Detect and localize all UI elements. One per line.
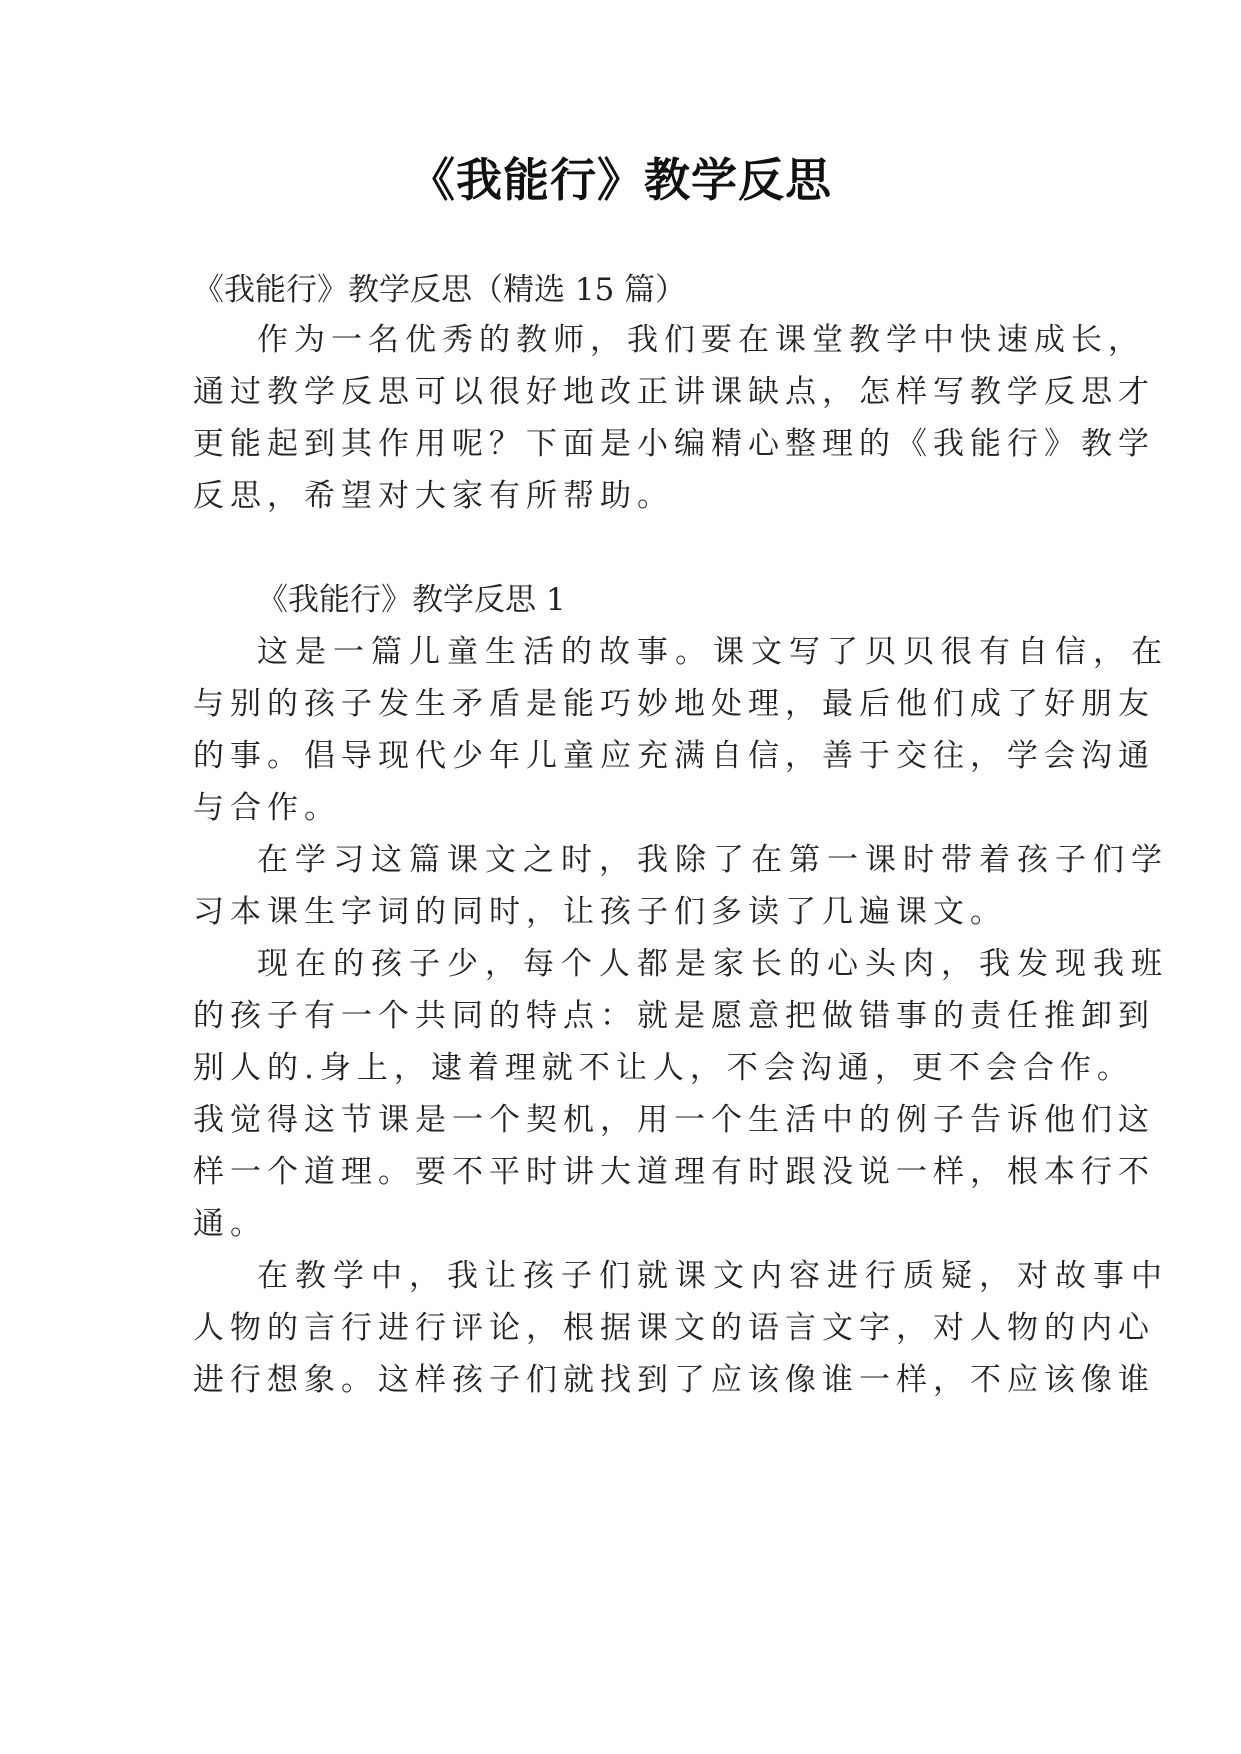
body-line: 我觉得这节课是一个契机，用一个生活中的例子告诉他们这 <box>193 1102 1155 1138</box>
document-title: 《我能行》教学反思 <box>409 153 832 207</box>
body-line: 在学习这篇课文之时，我除了在第一课时带着孩子们学 <box>257 842 1169 878</box>
body-line: 别人的.身上，逮着理就不让人，不会沟通，更不会合作。 <box>193 1050 1134 1086</box>
body-line: 通。 <box>193 1206 267 1242</box>
document-subtitle: 《我能行》教学反思（精选 15 篇） <box>193 272 687 308</box>
body-line: 的事。倡导现代少年儿童应充满自信，善于交往，学会沟通 <box>193 738 1155 774</box>
intro-line: 更能起到其作用呢？下面是小编精心整理的《我能行》教学 <box>193 426 1155 462</box>
body-line: 进行想象。这样孩子们就找到了应该像谁一样，不应该像谁 <box>193 1362 1155 1398</box>
body-line: 在教学中，我让孩子们就课文内容进行质疑，对故事中 <box>257 1258 1169 1294</box>
body-line: 的孩子有一个共同的特点：就是愿意把做错事的责任推卸到 <box>193 998 1155 1034</box>
section-heading: 《我能行》教学反思 1 <box>257 582 566 618</box>
intro-line: 作为一名优秀的教师，我们要在课堂教学中快速成长， <box>257 322 1145 358</box>
body-line: 样一个道理。要不平时讲大道理有时跟没说一样，根本行不 <box>193 1154 1155 1190</box>
intro-line: 通过教学反思可以很好地改正讲课缺点，怎样写教学反思才 <box>193 374 1155 410</box>
body-line: 习本课生字词的同时，让孩子们多读了几遍课文。 <box>193 894 1007 930</box>
body-line: 人物的言行进行评论，根据课文的语言文字，对人物的内心 <box>193 1310 1155 1346</box>
body-line: 与别的孩子发生矛盾是能巧妙地处理，最后他们成了好朋友 <box>193 686 1155 722</box>
body-line: 与合作。 <box>193 790 341 826</box>
body-line: 现在的孩子少，每个人都是家长的心头肉，我发现我班 <box>257 946 1169 982</box>
body-line: 这是一篇儿童生活的故事。课文写了贝贝很有自信，在 <box>257 634 1169 670</box>
intro-line: 反思，希望对大家有所帮助。 <box>193 478 674 514</box>
